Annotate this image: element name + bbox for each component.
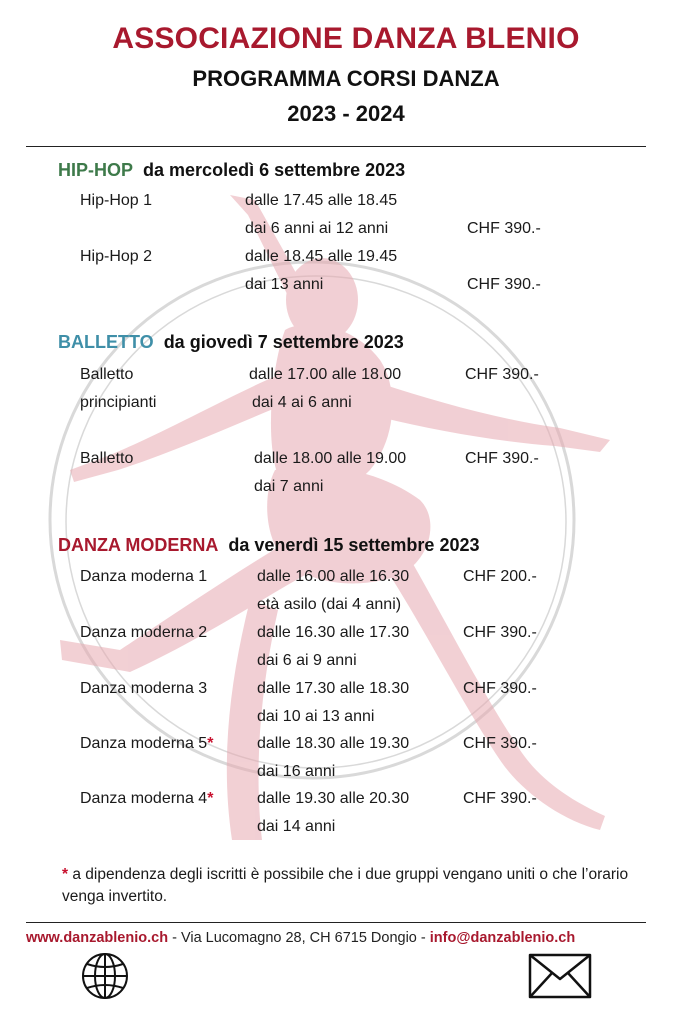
moderna-row-5-course: Danza moderna 5* <box>80 735 214 752</box>
season-year: 2023 - 2024 <box>287 101 405 126</box>
balletto-row-1-time: dalle 17.00 alle 18.00 <box>249 366 402 383</box>
moderna-row-4-time: dalle 19.30 alle 20.30 <box>257 790 410 807</box>
balletto-row-1-price: CHF 390.- <box>465 366 539 383</box>
moderna-row-1-course: Danza moderna 1 <box>80 568 208 585</box>
email-link[interactable]: info@danzablenio.ch <box>429 930 576 946</box>
hiphop-row-3-time: dalle 18.45 alle 19.45 <box>245 248 398 265</box>
balletto-row-1-course: Balletto <box>80 366 134 383</box>
bottom-divider <box>26 922 646 923</box>
section-balletto-name: BALLETTO <box>58 332 154 352</box>
program-subtitle: PROGRAMMA CORSI DANZA <box>192 66 500 91</box>
moderna-row-1-price: CHF 200.- <box>463 568 537 585</box>
moderna-row-2-course: Danza moderna 2 <box>80 624 208 641</box>
website-link[interactable]: www.danzablenio.ch <box>26 930 169 946</box>
hiphop-row-1-time: dalle 17.45 alle 18.45 <box>245 192 398 209</box>
association-title: ASSOCIAZIONE DANZA BLENIO <box>112 22 580 55</box>
section-balletto-start: da giovedì 7 settembre 2023 <box>163 332 404 352</box>
envelope-icon[interactable] <box>528 953 592 999</box>
moderna-row-4-course: Danza moderna 4* <box>80 790 214 807</box>
footnote-text: a dipendenza degli iscritti è possibile che i due gruppi vengano uniti o che l’orario venga invertito. <box>62 866 629 905</box>
moderna-row-1-age: età asilo (dai 4 anni) <box>257 596 402 613</box>
section-moderna-name: DANZA MODERNA <box>58 535 219 555</box>
hiphop-row-1-course: Hip-Hop 1 <box>80 192 153 209</box>
moderna-row-3-time: dalle 17.30 alle 18.30 <box>257 680 410 697</box>
moderna-row-5-price: CHF 390.- <box>463 735 537 752</box>
top-divider <box>26 146 646 147</box>
section-moderna-heading <box>58 535 479 556</box>
section-hiphop-start: da mercoledì 6 settembre 2023 <box>143 160 406 180</box>
moderna-row-3-age: dai 10 ai 13 anni <box>257 708 375 725</box>
moderna-row-1-time: dalle 16.00 alle 16.30 <box>257 568 410 585</box>
section-moderna-start: da venerdì 15 settembre 2023 <box>228 535 480 555</box>
address-text: Via Lucomagno 28, CH 6715 Dongio <box>180 930 417 946</box>
section-hiphop-name: HIP-HOP <box>58 160 134 180</box>
moderna-row-2-age: dai 6 ai 9 anni <box>257 652 357 669</box>
footnote <box>62 864 662 908</box>
moderna-row-5-time: dalle 18.30 alle 19.30 <box>257 735 410 752</box>
moderna-row-5-age: dai 16 anni <box>257 763 336 780</box>
hiphop-row-3-course: Hip-Hop 2 <box>80 248 153 265</box>
moderna-row-4-price: CHF 390.- <box>463 790 537 807</box>
moderna-row-4-age: dai 14 anni <box>257 818 336 835</box>
balletto-row-2-age: dai 4 ai 6 anni <box>252 394 352 411</box>
balletto-row-2-course: principianti <box>80 394 157 411</box>
section-balletto-heading <box>58 332 404 353</box>
hiphop-row-2-age: dai 6 anni ai 12 anni <box>245 220 389 237</box>
footnote-asterisk: * <box>62 866 69 883</box>
asterisk-marker: * <box>207 790 214 807</box>
section-hiphop-heading <box>58 160 405 181</box>
balletto-row-3-time: dalle 18.00 alle 19.00 <box>254 450 407 467</box>
hiphop-row-4-price: CHF 390.- <box>467 276 541 293</box>
balletto-row-3-course: Balletto <box>80 450 134 467</box>
balletto-row-3-price: CHF 390.- <box>465 450 539 467</box>
hiphop-row-4-age: dai 13 anni <box>245 276 324 293</box>
moderna-row-3-price: CHF 390.- <box>463 680 537 697</box>
balletto-row-4-age: dai 7 anni <box>254 478 324 495</box>
moderna-row-2-price: CHF 390.- <box>463 624 537 641</box>
globe-icon[interactable] <box>80 951 130 1001</box>
moderna-row-2-time: dalle 16.30 alle 17.30 <box>257 624 410 641</box>
footer-contacts: www.danzablenio.ch - Via Lucomagno 28, CH 6715 Dongio - info@danzablenio.ch <box>26 930 576 946</box>
hiphop-row-2-price: CHF 390.- <box>467 220 541 237</box>
moderna-row-3-course: Danza moderna 3 <box>80 680 208 697</box>
asterisk-marker: * <box>207 735 214 752</box>
